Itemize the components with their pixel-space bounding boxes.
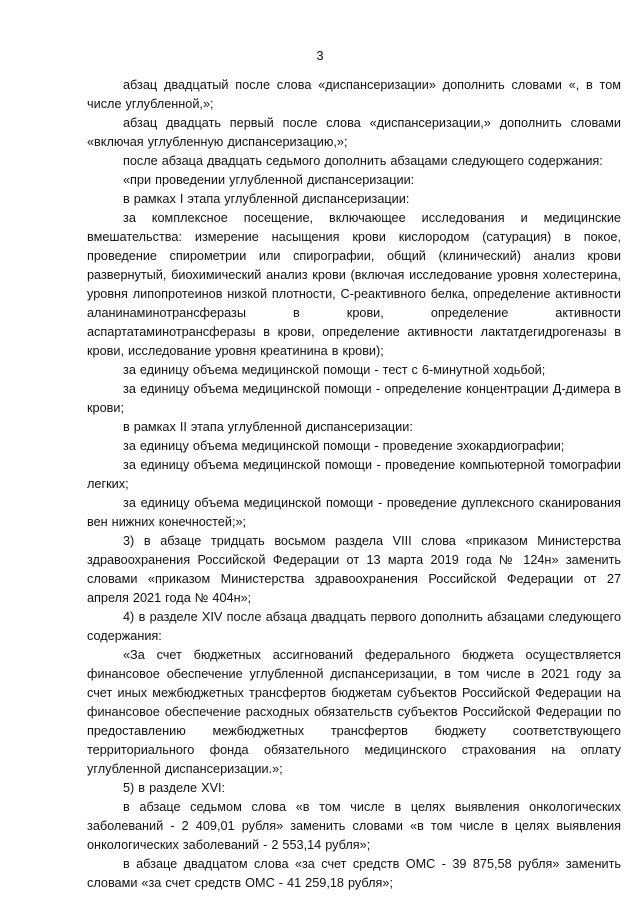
paragraph-stage-one-heading: в рамках I этапа углубленной диспансеризации: [123, 192, 410, 206]
paragraph-d-dimer: за единицу объема медицинской помощи - определение концентрации Д-димера в крови; [87, 382, 621, 415]
document-body [87, 76, 621, 893]
paragraph-walk-test: за единицу объема медицинской помощи - тест с 6-минутной ходьбой; [123, 363, 546, 377]
paragraph-amendment-par20: абзац двадцатый после слова «диспансеризации» дополнить словами «, в том числе углубленной,»; [87, 78, 621, 111]
paragraph-deep-dispensarization-intro: «при проведении углубленной диспансеризации: [123, 173, 415, 187]
paragraph-amendment-after-par27: после абзаца двадцать седьмого дополнить абзацами следующего содержания: [123, 154, 603, 168]
paragraph-item-5: 5) в разделе XVI: [123, 781, 226, 795]
paragraph-duplex-scan: за единицу объема медицинской помощи - проведение дуплексного сканирования вен нижних конечностей;»; [87, 496, 621, 529]
paragraph-ct-lungs: за единицу объема медицинской помощи - проведение компьютерной томографии легких; [87, 458, 621, 491]
paragraph-federal-budget: «За счет бюджетных ассигнований федерального бюджета осуществляется финансовое обеспечение углубленной диспансеризации, в том числе в 2021 году за счет иных межбюджетных трансфертов бюджетам субъектов Российской Федерации на финансовое обеспечение расходных обязательств субъектов Российской Федерации по предоставлению межбюджетных трансфертов бюджету соответствующего территориального фонда обязательного медицинского страхования на оплату углубленной диспансеризации.»; [87, 648, 621, 776]
page-number: 3 [316, 48, 324, 63]
paragraph-par7-amendment: в абзаце седьмом слова «в том числе в целях выявления онкологических заболеваний - 2 409,01 рубля» заменить словами «в том числе в целях выявления онкологических заболеваний - 2 553,14 рубля»; [87, 800, 621, 852]
paragraph-item-4: 4) в разделе XIV после абзаца двадцать первого дополнить абзацами следующего содержания: [87, 610, 621, 643]
paragraph-complex-visit: за комплексное посещение, включающее исследования и медицинские вмешательства: измерение насыщения крови кислородом (сатурация) в покое, проведение спирометрии или спирографии, общий (клинический) анализ крови развернутый, биохимический анализ крови (включая исследование уровня холестерина, уровня липопротеинов низкой плотности, С-реактивного белка, определение активности аланинаминотрансферазы в крови, определение активности аспартатаминотрансферазы в крови, определение активности лактатдегидрогеназы в крови, исследование уровня креатинина в крови); [87, 211, 621, 358]
paragraph-par20-amendment: в абзаце двадцатом слова «за счет средств ОМС - 39 875,58 рубля» заменить словами «за счет средств ОМС - 41 259,18 рубля»; [87, 857, 621, 890]
paragraph-stage-two-heading: в рамках II этапа углубленной диспансеризации: [123, 420, 413, 434]
paragraph-item-3: 3) в абзаце тридцать восьмом раздела VIII слова «приказом Министерства здравоохранения Российской Федерации от 13 марта 2019 года № 124н» заменить словами «приказом Министерства здравоохранения Российской Федерации от 27 апреля 2021 года № 404н»; [87, 534, 621, 605]
paragraph-amendment-par21: абзац двадцать первый после слова «диспансеризации,» дополнить словами «включая углубленную диспансеризацию,»; [87, 116, 621, 149]
paragraph-echocardiography: за единицу объема медицинской помощи - проведение эхокардиографии; [123, 439, 565, 453]
